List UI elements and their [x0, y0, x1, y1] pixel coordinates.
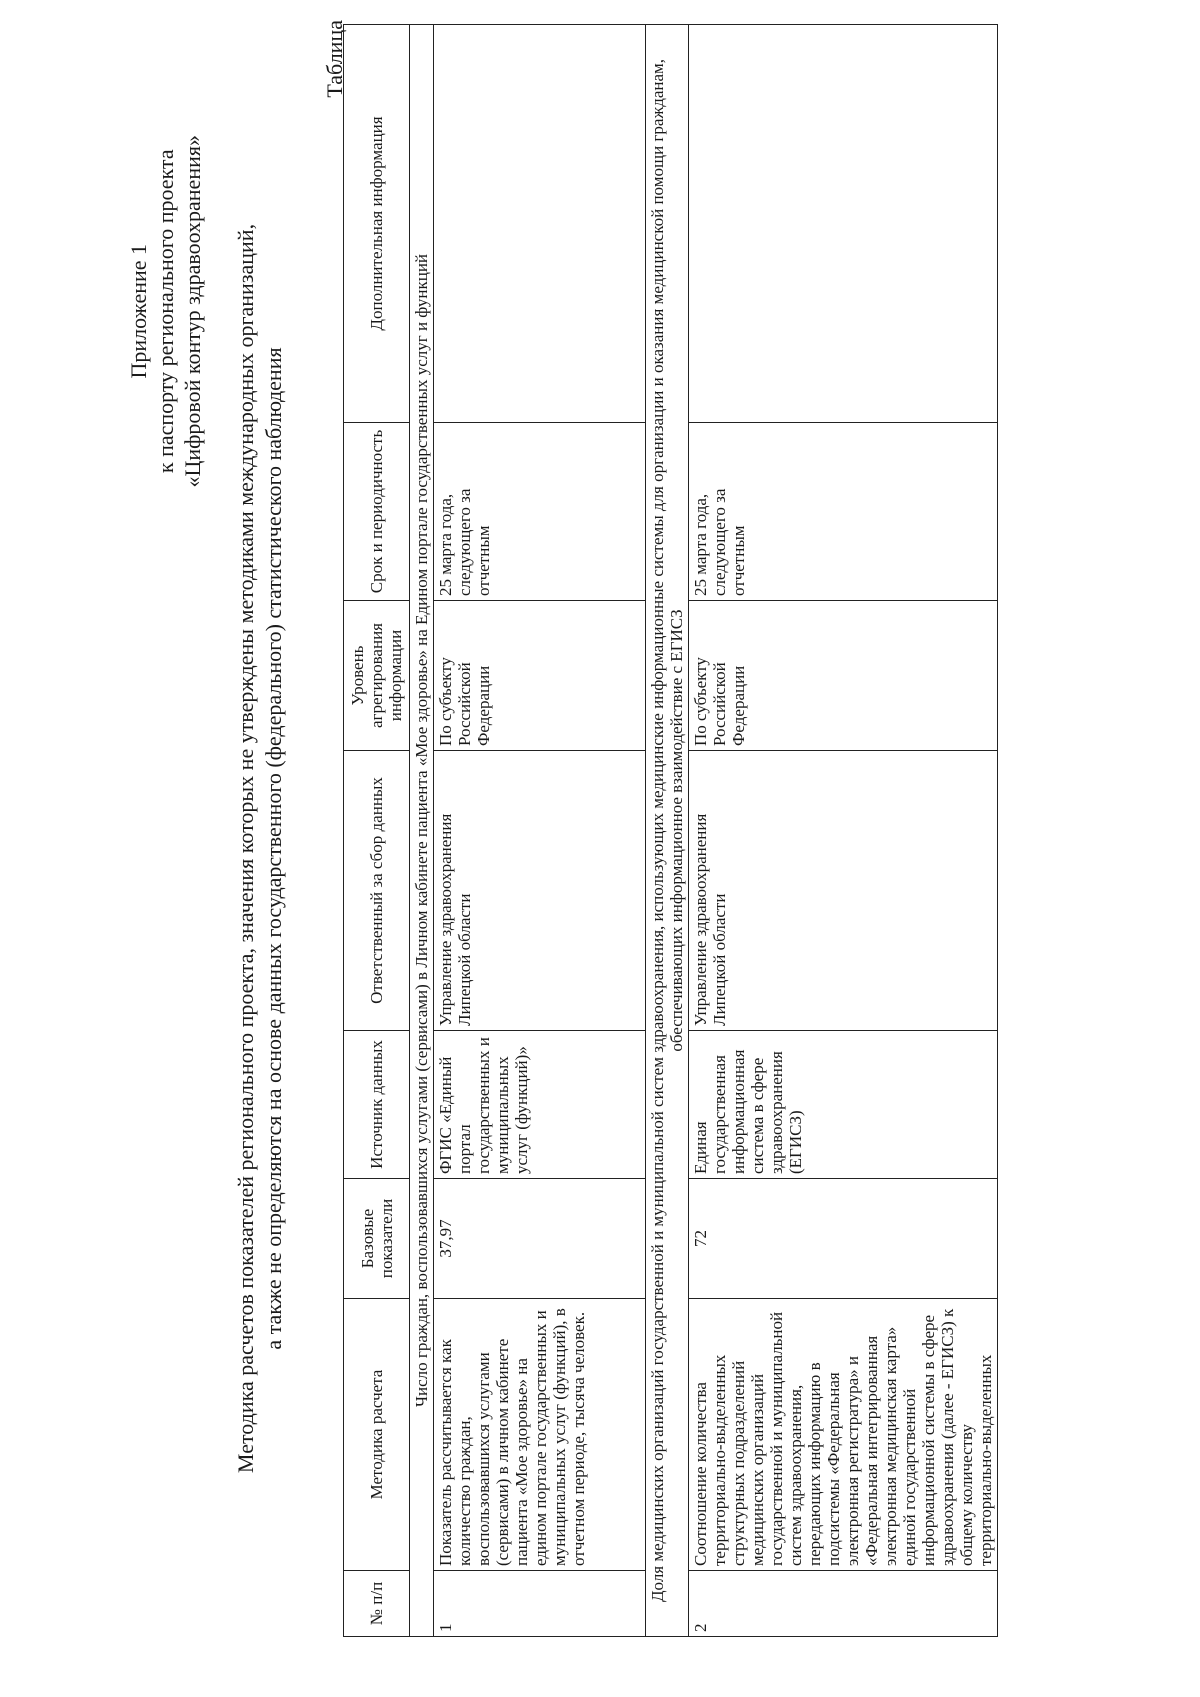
appendix-line-3: «Цифровой контур здравоохранения» [180, 135, 205, 488]
row-1-responsible: Управление здравоохранения Липецкой области [434, 751, 646, 1031]
header-period: Срок и периодичность [344, 423, 410, 601]
appendix-line-1: Приложение 1 [126, 243, 151, 379]
section-1-title: Число граждан, воспользовавшихся услугами (сервисами) в Личном кабинете пациента «Мое здоровье» на Едином портале государственных услуг и функций [410, 25, 434, 1637]
section-title-row [410, 25, 434, 1637]
row-1-period: 25 марта года, следующего за отчетным [434, 423, 646, 601]
header-source: Источник данных [344, 1031, 410, 1179]
row-2-num: 2 [689, 1571, 998, 1637]
section-title-row [646, 25, 689, 1637]
header-extra: Дополнительная информация [344, 25, 410, 423]
methodology-table [343, 24, 998, 1637]
row-2-base: 72 [689, 1179, 998, 1299]
appendix-line-2: к паспорту регионального проекта [153, 149, 178, 474]
row-1-base: 37,97 [434, 1179, 646, 1299]
header-method: Методика расчета [344, 1299, 410, 1571]
table-caption: Таблица [322, 20, 347, 98]
table-row [434, 25, 646, 1637]
header-base: Базовые показатели [344, 1179, 410, 1299]
table-row [689, 25, 998, 1637]
document-title [232, 0, 288, 1697]
table-header-row [344, 25, 410, 1637]
row-1-level: По субъекту Российской Федерации [434, 601, 646, 751]
row-2-method: Соотношение количества территориально-выделенных структурных подразделений медицинских организаций государственной и муниципальной систем здравоохранения, передающих информацию в подсистемы «Федеральная электронная регистратура» и «Федеральная интегрированная электронная медицинская карта» единой государственной информационной системы в сфере здравоохранения (далее - ЕГИСЗ) к общему количеству территориально-выделенных [689, 1299, 998, 1571]
row-1-method: Показатель рассчитывается как количество граждан, воспользовавшихся услугами (сервисами) в личном кабинете пациента «Мое здоровье» на едином портале государственных и муниципальных услуг (функций), в отчетном периоде, тысяча человек. [434, 1299, 646, 1571]
row-2-level: По субъекту Российской Федерации [689, 601, 998, 751]
row-2-period: 25 марта года, следующего за отчетным [689, 423, 998, 601]
row-1-source: ФГИС «Единый портал государственных и муниципальных услуг (функций)» [434, 1031, 646, 1179]
row-1-num: 1 [434, 1571, 646, 1637]
section-2-title: Доля медицинских организаций государственной и муниципальной систем здравоохранения, использующих медицинские информационные системы для организации и оказания медицинской помощи гражданам, обеспечивающих информационное взаимодействие с ЕГИСЗ [646, 25, 689, 1637]
row-1-extra [434, 25, 646, 423]
header-num: № п/п [344, 1571, 410, 1637]
title-line-2: а также не определяются на основе данных государственного (федерального) статистического наблюдения [261, 347, 286, 1350]
row-2-source: Единая государственная информационная система в сфере здравоохранения (ЕГИСЗ) [689, 1031, 998, 1179]
title-line-1: Методика расчетов показателей регионального проекта, значения которых не утверждены методиками международных организаций, [233, 223, 258, 1474]
row-2-responsible: Управление здравоохранения Липецкой области [689, 751, 998, 1031]
header-level: Уровень агрегирования информации [344, 601, 410, 751]
header-responsible: Ответственный за сбор данных [344, 751, 410, 1031]
row-2-extra [689, 25, 998, 423]
